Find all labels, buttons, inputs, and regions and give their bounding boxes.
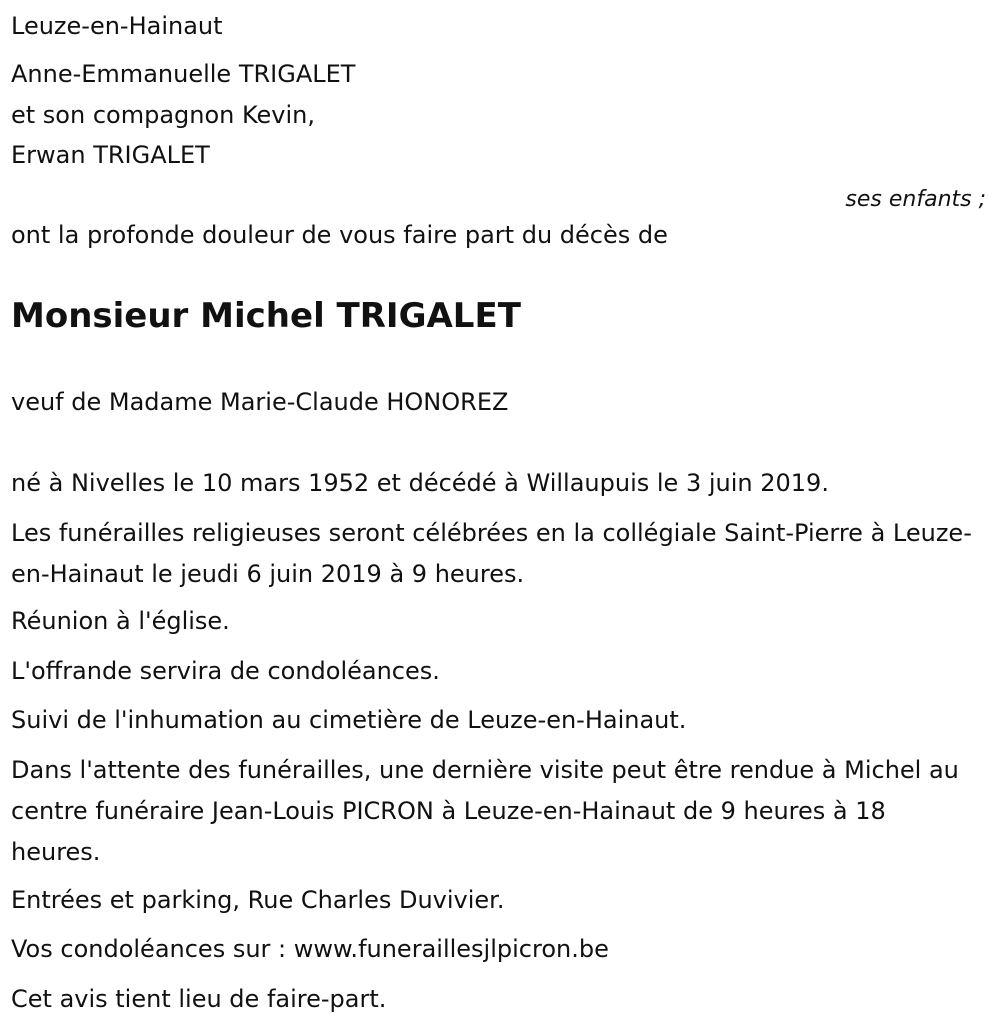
burial-note: Suivi de l'inhumation au cimetière de Leuze-en-Hainaut.	[11, 706, 687, 734]
funeral-service: Les funérailles religieuses seront célébrées en la collégiale Saint-Pierre à Leuze-en-Hainaut le jeudi 6 juin 2019 à 9 heures.	[11, 519, 972, 588]
announcement-text: ont la profonde douleur de vous faire part du décès de	[11, 221, 668, 249]
family-member-2: Erwan TRIGALET	[11, 141, 210, 169]
meeting-place: Réunion à l'église.	[11, 607, 230, 635]
family-member-companion: et son compagnon Kevin,	[11, 101, 316, 129]
spouse-line: veuf de Madame Marie-Claude HONOREZ	[11, 388, 509, 416]
parking-info: Entrées et parking, Rue Charles Duvivier.	[11, 886, 505, 914]
family-relation: ses enfants ;	[845, 187, 986, 212]
family-member-1: Anne-Emmanuelle TRIGALET	[11, 60, 356, 88]
condolences-website: Vos condoléances sur : www.funeraillesjlpicron.be	[11, 935, 609, 963]
visit-info: Dans l'attente des funérailles, une dernière visite peut être rendue à Michel au centre funéraire Jean-Louis PICRON à Leuze-en-Hainaut de 9 heures à 18 heures.	[11, 756, 959, 866]
deceased-name: Monsieur Michel TRIGALET	[11, 296, 521, 336]
birth-death-line: né à Nivelles le 10 mars 1952 et décédé à Willaupuis le 3 juin 2019.	[11, 469, 829, 497]
city-heading: Leuze-en-Hainaut	[11, 12, 223, 40]
notice-footer: Cet avis tient lieu de faire-part.	[11, 985, 387, 1013]
offering-note: L'offrande servira de condoléances.	[11, 657, 440, 685]
